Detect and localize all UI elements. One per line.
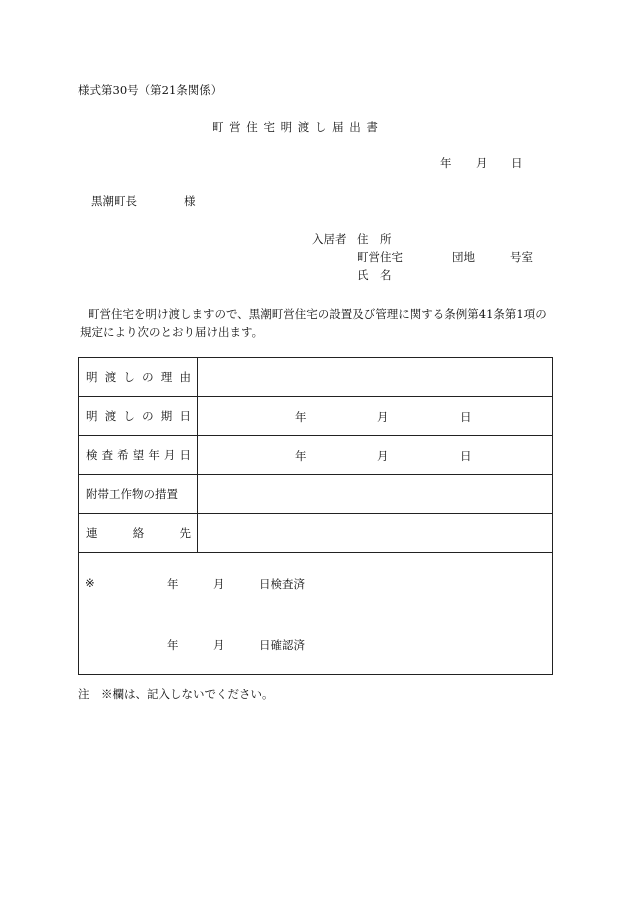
vacate-date-label: 明 渡 し の 期 日 [79,397,198,436]
inspection-date-value[interactable] [198,436,553,475]
official-use-area [79,553,553,675]
inspection-year-label: 年 [295,449,307,463]
inspection-date-label: 検 査 希 望 年 月 日 [79,436,198,475]
body-text-line-1: 町営住宅を明け渡しますので、黒潮町営住宅の設置及び管理に関する条例第41条第1項の [88,307,547,321]
vacate-month-label: 月 [377,410,389,424]
confirmed-text: 日確認済 [259,638,305,652]
reason-value[interactable] [198,358,553,397]
contact-value[interactable] [198,514,553,553]
notification-table [78,357,553,675]
inspected-text: 日検査済 [259,577,305,591]
confirmed-month-label: 月 [213,638,225,652]
table-row [79,553,553,675]
room-label: 号室 [510,250,533,264]
confirmed-year-label: 年 [167,638,179,652]
inspected-month-label: 月 [213,577,225,591]
date-day-label: 日 [511,156,523,170]
table-row [79,475,553,514]
applicant-role: 入居者 [312,232,347,246]
footer-note: 注 ※欄は、記入しないでください。 [78,687,274,701]
table-row [79,397,553,436]
reason-label: 明 渡 し の 理 由 [79,358,198,397]
contact-label: 連 絡 先 [79,514,198,553]
addressee-honorific: 様 [184,194,196,208]
name-label: 氏 名 [357,268,392,282]
attachment-value[interactable] [198,475,553,514]
document-title: 町 営 住 宅 明 渡 し 届 出 書 [212,120,379,134]
addressee-name: 黒潮町長 [91,194,137,208]
table-row [79,436,553,475]
form-number: 様式第30号（第21条関係） [78,83,223,97]
address-label: 住 所 [357,232,392,246]
date-month-label: 月 [476,156,488,170]
table-row [79,514,553,553]
body-text-line-2: 規定により次のとおり届け出ます。 [80,325,264,339]
remark-mark: ※ [85,576,95,590]
date-year-label: 年 [440,156,452,170]
inspection-month-label: 月 [377,449,389,463]
inspected-year-label: 年 [167,577,179,591]
inspection-day-label: 日 [460,449,472,463]
table-row [79,358,553,397]
vacate-year-label: 年 [295,410,307,424]
attachment-label: 附帯工作物の措置 [79,475,198,514]
vacate-day-label: 日 [460,410,472,424]
danchi-label: 団地 [452,250,475,264]
housing-label: 町営住宅 [357,250,403,264]
vacate-date-value[interactable] [198,397,553,436]
